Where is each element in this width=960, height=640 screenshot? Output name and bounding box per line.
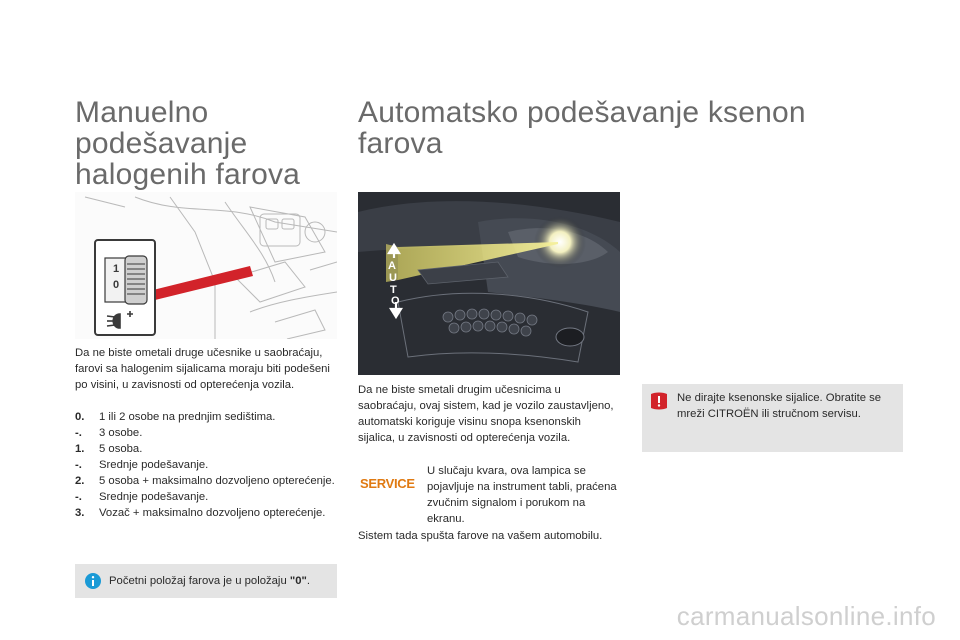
dial-label-0: 0 xyxy=(113,279,120,291)
list-item-key: 1. xyxy=(75,443,85,455)
list-item xyxy=(75,505,337,521)
left-intro-text: Da ne biste ometali druge učesnike u saobraćaju, farovi sa halogenim sijalicama moraju biti podešeni po visini, u zavisnosti od opterećenja vozila. xyxy=(75,347,330,391)
list-item-value: 5 osoba + maksimalno dozvoljeno opterećenje. xyxy=(99,475,335,487)
list-item xyxy=(75,425,337,441)
load-positions-list xyxy=(75,409,337,521)
list-item-value: 1 ili 2 osobe na prednjim sedištima. xyxy=(99,411,276,423)
list-item-key: -. xyxy=(75,491,82,503)
headlamp-dial-illustration xyxy=(75,192,337,339)
list-item-key: 3. xyxy=(75,507,85,519)
info-note-box xyxy=(75,564,337,598)
left-title-line-2: podešavanje xyxy=(75,127,248,160)
list-item xyxy=(75,441,337,457)
list-item-value: Srednje podešavanje. xyxy=(99,491,209,503)
system-lowering-text: Sistem tada spušta farove na vašem automobilu. xyxy=(358,530,603,542)
xenon-headlamp-illustration xyxy=(358,192,620,375)
list-item-value: 3 osobe. xyxy=(99,427,143,439)
list-item-key: -. xyxy=(75,427,82,439)
list-item-key: 2. xyxy=(75,475,85,487)
info-note-text xyxy=(109,575,310,587)
info-note-main: Početni položaj farova je u položaju xyxy=(109,575,290,587)
left-title xyxy=(75,97,315,190)
auto-letter-t: T xyxy=(390,284,397,296)
info-note-value: "0" xyxy=(289,575,307,587)
left-title-line-3: halogenih farova xyxy=(75,158,301,191)
auto-letter-u: U xyxy=(389,272,397,284)
list-item-value: Srednje podešavanje. xyxy=(99,459,209,471)
right-title-line-1: Automatsko podešavanje ksenon xyxy=(358,96,806,129)
warning-icon xyxy=(649,392,669,410)
list-item-value: Vozač + maksimalno dozvoljeno opterećenje. xyxy=(99,507,326,519)
dial-label-1: 1 xyxy=(113,263,120,275)
auto-letter-a: A xyxy=(388,260,396,272)
right-intro-text: Da ne biste smetali drugim učesnicima u saobraćaju, ovaj sistem, kad je vozilo zaustavljeno, automatski koriguje visinu snopa ksenonskih sijalica, u zavisnosti od opterećenja vozila. xyxy=(358,384,614,444)
info-note-end: . xyxy=(306,575,311,587)
list-item xyxy=(75,489,337,505)
footer-watermark: carmanualsonline.info xyxy=(676,601,936,631)
list-item-key: 0. xyxy=(75,411,85,423)
service-description: U slučaju kvara, ova lampica se pojavljuje na instrument tabli, praćena zvučnim signalom i porukom na ekranu. xyxy=(427,465,617,525)
list-item xyxy=(75,473,337,489)
auto-letter-o: O xyxy=(391,295,400,307)
list-item-value: 5 osoba. xyxy=(99,443,143,455)
warning-note-box xyxy=(642,384,903,452)
info-icon xyxy=(85,573,101,589)
list-item xyxy=(75,457,337,473)
warning-note-text: Ne dirajte ksenonske sijalice. Obratite se mreži CITROËN ili stručnom servisu. xyxy=(677,392,882,420)
right-title xyxy=(358,97,808,159)
list-item-key: -. xyxy=(75,459,82,471)
service-warning-light: SERVICE xyxy=(360,476,415,491)
right-title-line-2: farova xyxy=(358,127,443,160)
left-title-line-1: Manuelno xyxy=(75,96,209,129)
list-item xyxy=(75,409,337,425)
